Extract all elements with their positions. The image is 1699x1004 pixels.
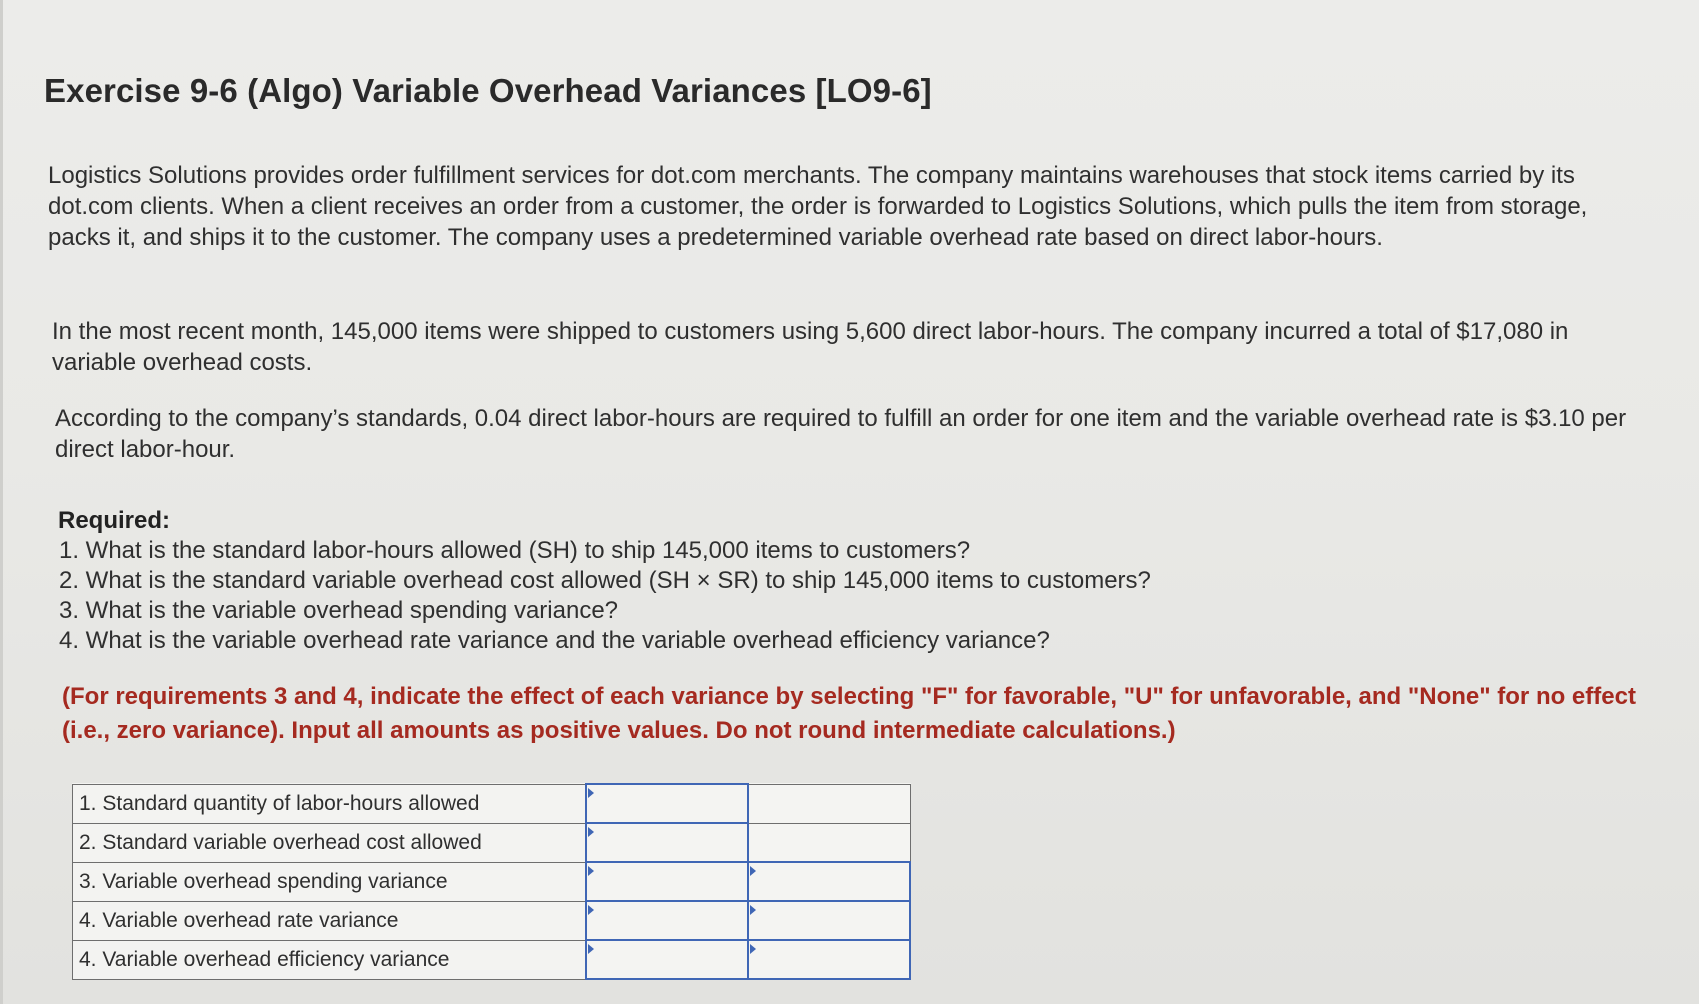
amount-input[interactable] [586,862,748,901]
empty-cell [748,784,910,823]
problem-paragraph-2: In the most recent month, 145,000 items were shipped to customers using 5,600 direct labor-hours. The company incurred a total of $17,080 in variable overhead costs. [52,318,1569,376]
row-label: 4. Variable overhead rate variance [73,901,587,940]
effect-select[interactable] [748,901,910,940]
table-row [73,784,911,823]
table-row [73,862,911,901]
row-label: 2. Standard variable overhead cost allowed [73,823,587,862]
problem-paragraph-1: Logistics Solutions provides order fulfillment services for dot.com merchants. The company maintains warehouses that stock items carried by its dot.com clients. When a client receives an order from a customer, the order is forwarded to Logistics Solutions, which pulls the item from storage, packs it, and ships it to the customer. The company uses a predetermined variable overhead rate based on direct labor-hours. [48,162,1588,251]
table-row [73,940,911,979]
required-item-2: 2. What is the standard variable overhead cost allowed (SH × SR) to ship 145,000 items to customers? [59,567,1151,594]
required-section [58,506,1151,656]
table-row [73,823,911,862]
page-title: Exercise 9-6 (Algo) Variable Overhead Variances [LO9-6] [44,72,932,109]
amount-input[interactable] [586,940,748,979]
instruction-note: (For requirements 3 and 4, indicate the effect of each variance by selecting "F" for favorable, "U" for unfavorable, and "None" for no effect (i.e., zero variance). Input all amounts as positive values. Do not round intermediate calculations.) [62,683,1636,744]
row-label: 1. Standard quantity of labor-hours allowed [73,784,587,823]
table-row [73,901,911,940]
amount-input[interactable] [586,784,748,823]
required-item-1: 1. What is the standard labor-hours allowed (SH) to ship 145,000 items to customers? [59,537,971,564]
effect-select[interactable] [748,862,910,901]
required-item-3: 3. What is the variable overhead spending variance? [59,597,619,624]
effect-select[interactable] [748,940,910,979]
required-heading: Required: [58,507,171,534]
required-item-4: 4. What is the variable overhead rate variance and the variable overhead efficiency variance? [59,627,1050,654]
amount-input[interactable] [586,901,748,940]
empty-cell [748,823,910,862]
row-label: 4. Variable overhead efficiency variance [73,940,587,979]
amount-input[interactable] [586,823,748,862]
page-left-edge [0,0,3,1004]
row-label: 3. Variable overhead spending variance [73,862,587,901]
problem-paragraph-3: According to the company’s standards, 0.04 direct labor-hours are required to fulfill an order for one item and the variable overhead rate is $3.10 per direct labor-hour. [55,405,1627,463]
answer-table [72,783,911,980]
